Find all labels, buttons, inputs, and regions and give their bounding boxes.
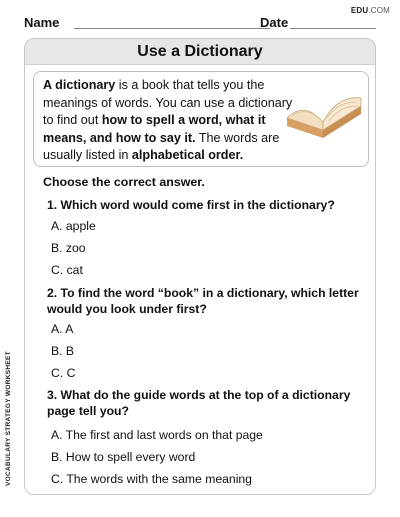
question-3: 3. What do the guide words at the top of a dictionary page tell you? (47, 388, 351, 418)
q1-option-a: A. apple (51, 219, 96, 233)
intro-highlight: how to spell a word, what it means, and how to say it. (43, 113, 266, 145)
q2-option-b: B. B (51, 344, 75, 358)
date-label: Date (260, 15, 289, 30)
brand-suffix: .COM (368, 6, 390, 15)
intro-text-part: The words are usually listed in (43, 130, 280, 163)
intro-term: A dictionary (43, 78, 116, 92)
q3-option-a: A. The first and last words on that page (51, 428, 263, 442)
name-label: Name (24, 15, 60, 30)
q3-option-b: B. How to spell every word (51, 450, 196, 464)
brand-logo (351, 6, 390, 15)
worksheet (24, 38, 376, 495)
question-1: 1. Which word would come first in the dictionary? (47, 198, 335, 212)
name-date-row (24, 15, 376, 31)
name-line (74, 28, 270, 29)
worksheet-title: Use a Dictionary (25, 39, 375, 65)
date-line (290, 28, 376, 29)
open-book-icon (283, 88, 365, 146)
intro-box (33, 71, 369, 167)
instruction: Choose the correct answer. (43, 175, 205, 189)
q2-option-c: C. C (51, 366, 76, 380)
brand-name: EDU (350, 6, 369, 15)
intro-highlight: alphabetical order. (131, 148, 244, 163)
question-2: 2. To find the word “book” in a dictionary, which letter would you look under first? (47, 286, 359, 316)
q1-option-c: C. cat (51, 263, 83, 277)
intro-text (43, 77, 303, 165)
intro-text-part: is a book that tells you the meanings of words. You can use a dictionary to find out (43, 78, 293, 128)
q3-option-c: C. The words with the same meaning (51, 472, 252, 486)
q1-option-b: B. zoo (51, 241, 86, 255)
side-label: VOCABULARY STRATEGY WORKSHEET (5, 351, 12, 486)
q2-option-a: A. A (51, 322, 74, 336)
